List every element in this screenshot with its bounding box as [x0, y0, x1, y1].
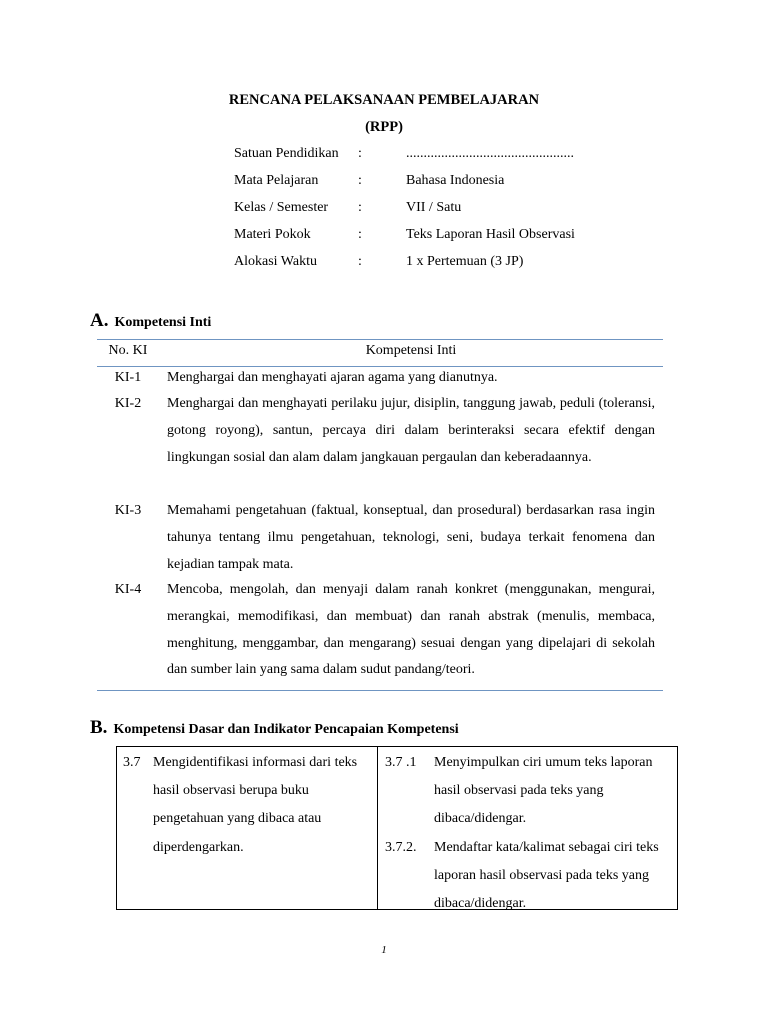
info-value: ................................................ [406, 146, 574, 161]
kd-table [116, 746, 678, 910]
indicator-number: 3.7.2. [385, 839, 417, 855]
ki-number: KI-4 [114, 582, 142, 597]
ki-number: KI-1 [114, 370, 142, 385]
section-a-letter: A. [90, 310, 109, 331]
section-a-heading [90, 310, 211, 332]
info-label: Mata Pelajaran [234, 173, 319, 188]
col-header-no: No. KI [108, 343, 148, 358]
kd-text: Mengidentifikasi informasi dari teks hasil observasi berupa buku pengetahuan yang dibaca atau diperdengarkan. [153, 755, 358, 855]
info-colon: : [358, 146, 362, 161]
ki-number: KI-2 [114, 396, 142, 411]
page-number: 1 [381, 944, 387, 956]
table-bottom-rule [97, 690, 663, 691]
section-a-title: Kompetensi Inti [114, 315, 212, 330]
ki-number: KI-3 [114, 503, 142, 518]
info-value: Bahasa Indonesia [406, 173, 505, 188]
col-header-ki: Kompetensi Inti [365, 343, 457, 358]
info-label: Materi Pokok [234, 227, 311, 242]
indicator-text: Menyimpulkan ciri umum teks laporan hasil observasi pada teks yang dibaca/didengar. [434, 755, 653, 827]
indicator-item [385, 749, 675, 834]
indicator-cell [385, 749, 675, 918]
section-b-heading [90, 717, 459, 739]
kd-column-divider [377, 747, 378, 909]
info-label: Satuan Pendidikan [234, 146, 339, 161]
indicator-number: 3.7 .1 [385, 755, 417, 770]
section-b-title: Kompetensi Dasar dan Indikator Pencapaian Kompetensi [113, 722, 459, 737]
info-row-kelas [234, 200, 664, 227]
kd-number: 3.7 [123, 755, 141, 770]
info-value: VII / Satu [406, 200, 462, 215]
section-b-letter: B. [90, 717, 108, 738]
ki-text: Menghargai dan menghayati ajaran agama yang dianutnya. [167, 370, 498, 385]
ki-text: Menghargai dan menghayati perilaku jujur, disiplin, tanggung jawab, peduli (toleransi, gotong royong), santun, percaya diri dalam berinteraksi secara efektif dengan lingkungan sosial dan alam dalam jangkauan pergaulan dan keberadaannya. [167, 396, 655, 465]
info-row-materi [234, 227, 664, 254]
info-colon: : [358, 173, 362, 188]
ki-text: Memahami pengetahuan (faktual, konseptual, dan prosedural) berdasarkan rasa ingin tahunya tentang ilmu pengetahuan, teknologi, seni, budaya terkait fenomena dan kejadian tampak mata. [167, 503, 655, 572]
indicator-text: Mendaftar kata/kalimat sebagai ciri teks laporan hasil observasi pada teks yang dibaca/didengar. [434, 839, 659, 912]
info-value: 1 x Pertemuan (3 JP) [406, 254, 524, 269]
info-value: Teks Laporan Hasil Observasi [406, 227, 575, 242]
doc-subtitle: (RPP) [365, 119, 403, 135]
ki-text: Mencoba, mengolah, dan menyaji dalam ranah konkret (menggunakan, mengurai, merangkai, memodifikasi, dan membuat) dan ranah abstrak (menulis, membaca, menghitung, menggambar, dan mengarang) sesuai dengan yang dipelajari di sekolah dan sumber lain yang sama dalam sudut pandang/teori. [167, 582, 655, 678]
info-colon: : [358, 227, 362, 242]
info-row-mapel [234, 173, 664, 200]
info-row-satuan [234, 146, 664, 173]
info-colon: : [358, 254, 362, 269]
info-label: Alokasi Waktu [234, 254, 317, 269]
info-label: Kelas / Semester [234, 200, 329, 215]
table-top-rule [97, 339, 663, 340]
indicator-item [385, 834, 675, 919]
info-colon: : [358, 200, 362, 215]
info-row-alokasi [234, 254, 664, 281]
kd-cell [123, 749, 373, 862]
doc-title: RENCANA PELAKSANAAN PEMBELAJARAN [228, 92, 540, 108]
kd-item [123, 749, 373, 862]
